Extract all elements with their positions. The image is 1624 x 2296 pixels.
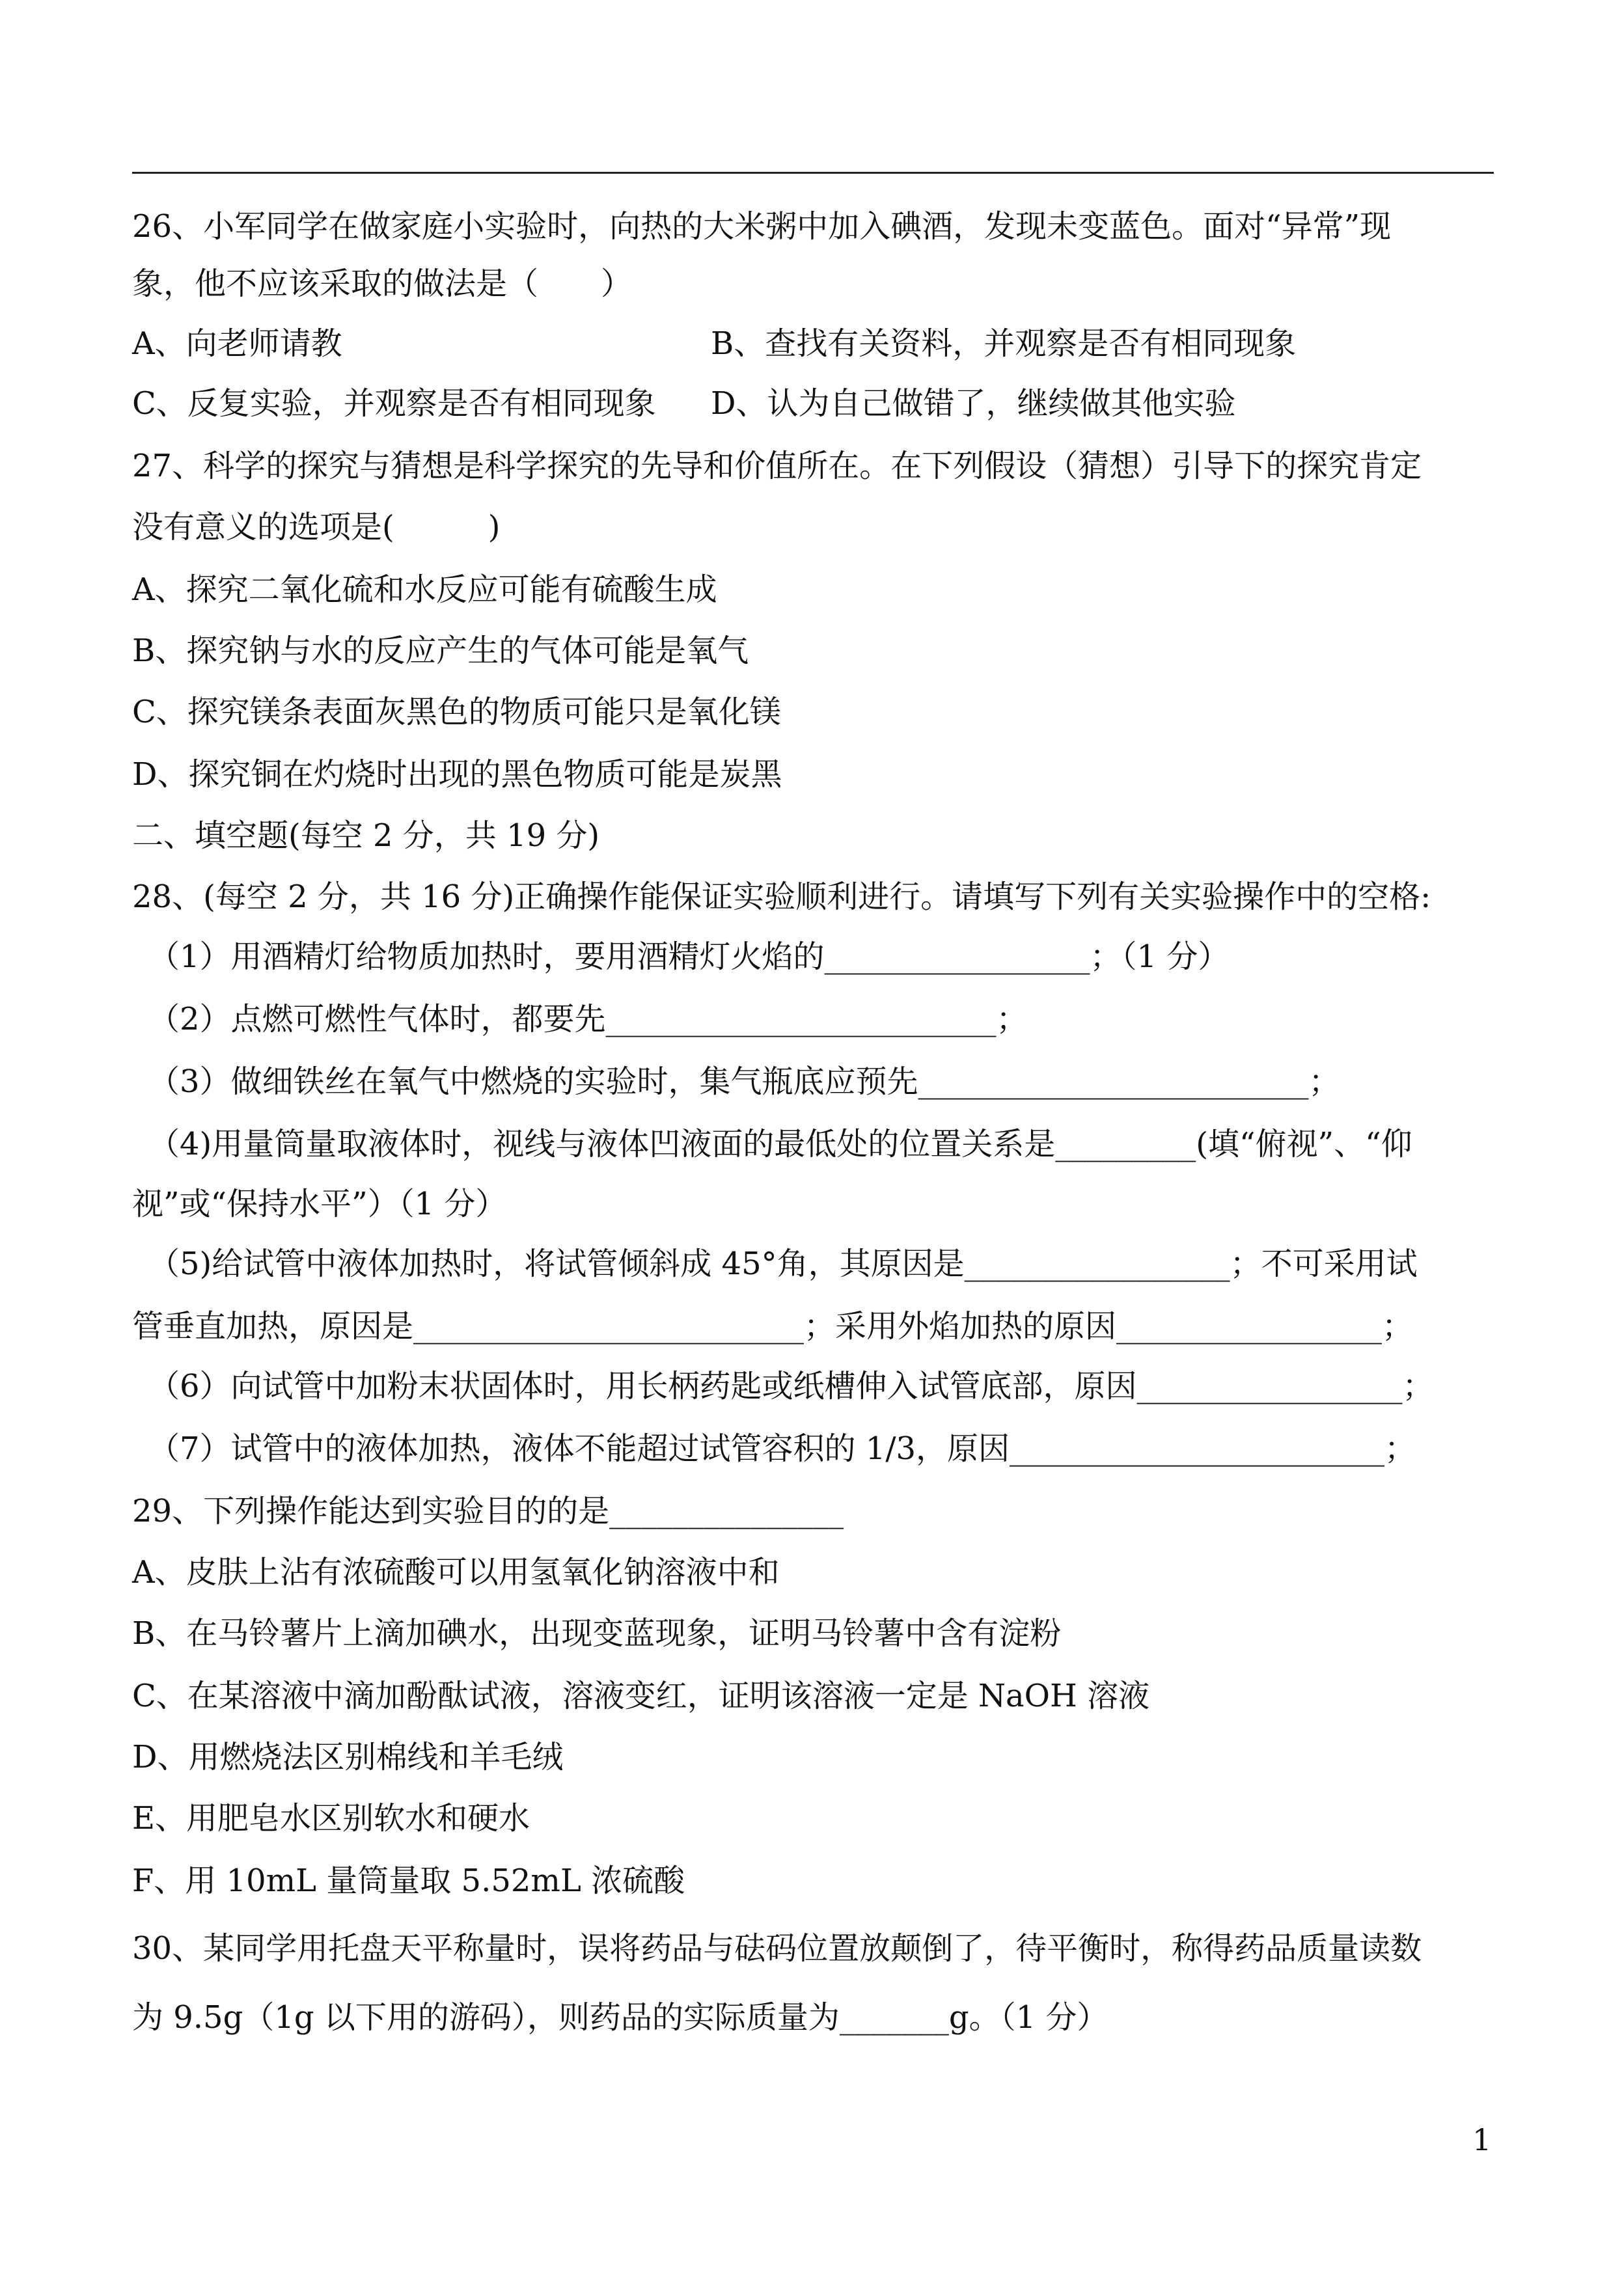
q26-stem-line2: 象，他不应该采取的做法是（ ） — [132, 266, 633, 302]
header-rule — [132, 172, 1494, 174]
q30-stem-line1: 30、某同学用托盘天平称量时，误将药品与砝码位置放颠倒了，待平衡时，称得药品质量读数 — [132, 1930, 1422, 1967]
q29-option-e: E、用肥皂水区别软水和硬水 — [132, 1800, 530, 1837]
q28-item-4-line1: （4)用量筒量取液体时，视线与液体凹液面的最低处的位置关系是_________(填“俯视”、“仰 — [148, 1126, 1412, 1162]
q27-stem-line2: 没有意义的选项是( ) — [132, 509, 501, 545]
q28-item-2: （2）点燃可燃性气体时，都要先_________________________； — [148, 1001, 1028, 1037]
q29-option-a: A、皮肤上沾有浓硫酸可以用氢氧化钠溶液中和 — [132, 1554, 780, 1591]
q28-item-6: （6）向试管中加粉末状固体时，用长柄药匙或纸槽伸入试管底部，原因_________________； — [148, 1368, 1434, 1404]
q26-stem-line1: 26、小军同学在做家庭小实验时，向热的大米粥中加入碘酒，发现未变蓝色。面对“异常”现 — [132, 208, 1392, 245]
q28-item-5-line1: （5)给试管中液体加热时，将试管倾斜成 45°角，其原因是_________________；不可采用试 — [148, 1246, 1418, 1282]
q28-item-7: （7）试管中的液体加热，液体不能超过试管容积的 1/3，原因________________________； — [148, 1430, 1416, 1467]
q28-item-1: （1）用酒精灯给物质加热时，要用酒精灯火焰的_________________；（1 分） — [148, 938, 1230, 975]
q28-stem: 28、(每空 2 分，共 16 分)正确操作能保证实验顺利进行。请填写下列有关实验操作中的空格: — [132, 879, 1431, 915]
q27-option-c: C、探究镁条表面灰黑色的物质可能只是氧化镁 — [132, 694, 781, 730]
q28-item-5-line2: 管垂直加热，原因是_________________________；采用外焰加热的原因_________________； — [132, 1308, 1414, 1345]
q26-option-c: C、反复实验，并观察是否有相同现象 — [132, 385, 656, 422]
q29-option-c: C、在某溶液中滴加酚酞试液，溶液变红，证明该溶液一定是 NaOH 溶液 — [132, 1678, 1150, 1714]
q29-stem: 29、下列操作能达到实验目的的是_______________ — [132, 1493, 844, 1529]
page-number: 1 — [1472, 2122, 1492, 2157]
q29-option-f: F、用 10mL 量筒量取 5.52mL 浓硫酸 — [132, 1863, 685, 1899]
q27-option-b: B、探究钠与水的反应产生的气体可能是氧气 — [132, 633, 749, 669]
q30-stem-line2: 为 9.5g（1g 以下用的游码），则药品的实际质量为_______g。（1 分） — [132, 1999, 1108, 2036]
q29-option-d: D、用燃烧法区别棉线和羊毛绒 — [132, 1739, 564, 1775]
q26-option-d: D、认为自己做错了，继续做其他实验 — [711, 385, 1236, 422]
q28-item-4-line2: 视”或“保持水平”）（1 分） — [132, 1186, 507, 1222]
q26-option-b: B、查找有关资料，并观察是否有相同现象 — [711, 325, 1297, 362]
q29-option-b: B、在马铃薯片上滴加碘水，出现变蓝现象，证明马铃薯中含有淀粉 — [132, 1615, 1062, 1652]
q27-option-d: D、探究铜在灼烧时出现的黑色物质可能是炭黑 — [132, 756, 782, 793]
q26-option-a: A、向老师请教 — [132, 325, 342, 362]
section-heading-fill-blank: 二、填空题(每空 2 分，共 19 分) — [132, 817, 600, 854]
q27-option-a: A、探究二氧化硫和水反应可能有硫酸生成 — [132, 571, 717, 608]
q27-stem-line1: 27、科学的探究与猜想是科学探究的先导和价值所在。在下列假设（猜想）引导下的探究肯定 — [132, 448, 1422, 484]
q28-item-3: （3）做细铁丝在氧气中燃烧的实验时，集气瓶底应预先_________________________； — [148, 1063, 1340, 1100]
